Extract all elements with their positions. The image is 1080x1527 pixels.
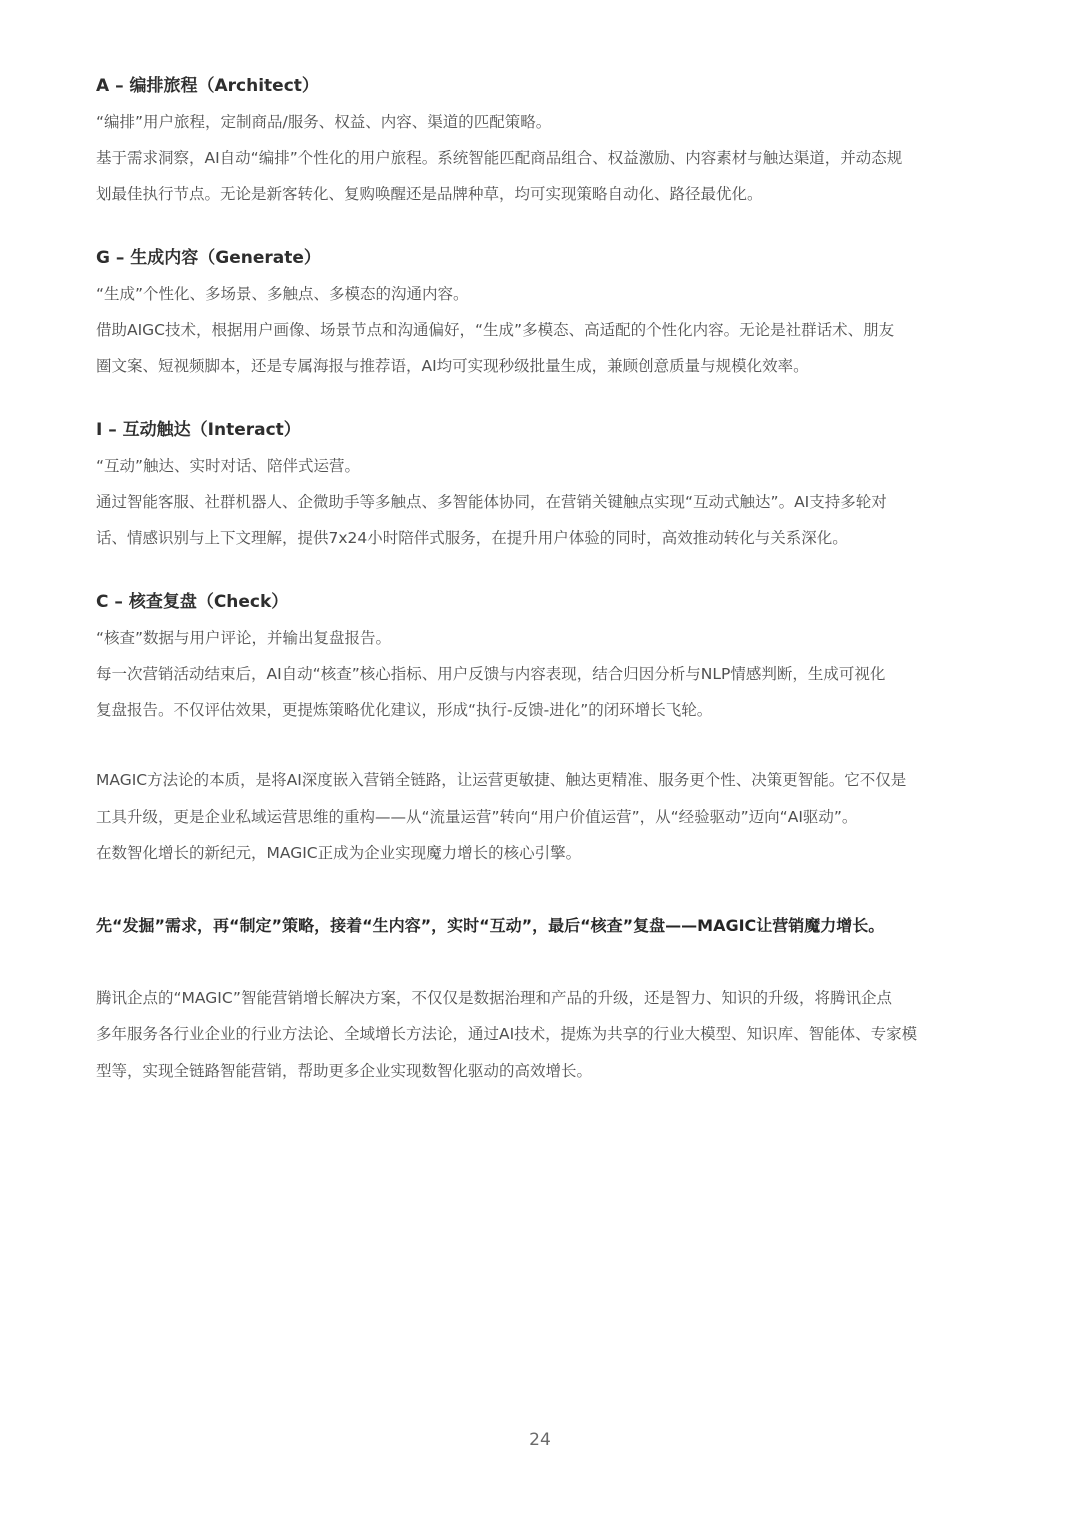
closing-paragraph <box>96 980 988 1090</box>
section-subtitle: “互动”触达、实时对话、陪伴式运营。 <box>96 457 361 475</box>
section-body-line: 每一次营销活动结束后，AI自动“核查”核心指标、用户反馈与内容表现，结合归因分析与NLP情感判断，生成可视化 <box>96 665 886 683</box>
section-check <box>96 584 988 728</box>
section-heading: G – 生成内容（Generate） <box>96 248 321 268</box>
section-heading: C – 核查复盘（Check） <box>96 592 289 612</box>
section-body-line: 话、情感识别与上下文理解，提供7x24小时陪伴式服务，在提升用户体验的同时，高效推动转化与关系深化。 <box>96 529 848 547</box>
document-page <box>96 68 988 1089</box>
section-subtitle: “编排”用户旅程，定制商品/服务、权益、内容、渠道的匹配策略。 <box>96 113 552 131</box>
closing-line: 腾讯企点的“MAGIC”智能营销增长解决方案，不仅仅是数据治理和产品的升级，还是智力、知识的升级，将腾讯企点 <box>96 988 892 1007</box>
section-architect <box>96 68 988 212</box>
section-body-line: 圈文案、短视频脚本，还是专属海报与推荐语，AI均可实现秒级批量生成，兼顾创意质量与规模化效率。 <box>96 357 809 375</box>
section-generate <box>96 240 988 384</box>
page-number: 24 <box>529 1430 551 1450</box>
section-body-line: 划最佳执行节点。无论是新客转化、复购唤醒还是品牌种草，均可实现策略自动化、路径最优化。 <box>96 185 763 203</box>
summary-line: MAGIC方法论的本质，是将AI深度嵌入营销全链路，让运营更敏捷、触达更精准、服务更个性、决策更智能。它不仅是 <box>96 771 907 789</box>
section-heading: I – 互动触达（Interact） <box>96 420 301 440</box>
section-subtitle: “生成”个性化、多场景、多触点、多模态的沟通内容。 <box>96 285 469 303</box>
section-interact <box>96 412 988 556</box>
section-body-line: 基于需求洞察，AI自动“编排”个性化的用户旅程。系统智能匹配商品组合、权益激励、内容素材与触达渠道，并动态规 <box>96 149 903 167</box>
emphasis-statement: 先“发掘”需求，再“制定”策略，接着“生内容”，实时“互动”，最后“核查”复盘——MAGIC让营销魔力增长。 <box>96 915 885 935</box>
summary-paragraph <box>96 762 988 872</box>
summary-line: 在数智化增长的新纪元，MAGIC正成为企业实现魔力增长的核心引擎。 <box>96 844 582 862</box>
section-subtitle: “核查”数据与用户评论，并输出复盘报告。 <box>96 629 392 647</box>
closing-line: 多年服务各行业企业的行业方法论、全域增长方法论，通过AI技术，提炼为共享的行业大模型、知识库、智能体、专家模 <box>96 1025 918 1043</box>
section-body-line: 通过智能客服、社群机器人、企微助手等多触点、多智能体协同，在营销关键触点实现“互动式触达”。AI支持多轮对 <box>96 493 887 511</box>
section-heading: A – 编排旅程（Architect） <box>96 76 319 96</box>
section-body-line: 复盘报告。不仅评估效果，更提炼策略优化建议，形成“执行-反馈-进化”的闭环增长飞轮。 <box>96 701 713 719</box>
summary-line: 工具升级，更是企业私域运营思维的重构——从“流量运营”转向“用户价值运营”，从“经验驱动”迈向“AI驱动”。 <box>96 807 858 826</box>
section-body-line: 借助AIGC技术，根据用户画像、场景节点和沟通偏好，“生成”多模态、高适配的个性化内容。无论是社群话术、朋友 <box>96 321 895 339</box>
closing-line: 型等，实现全链路智能营销，帮助更多企业实现数智化驱动的高效增长。 <box>96 1061 593 1080</box>
